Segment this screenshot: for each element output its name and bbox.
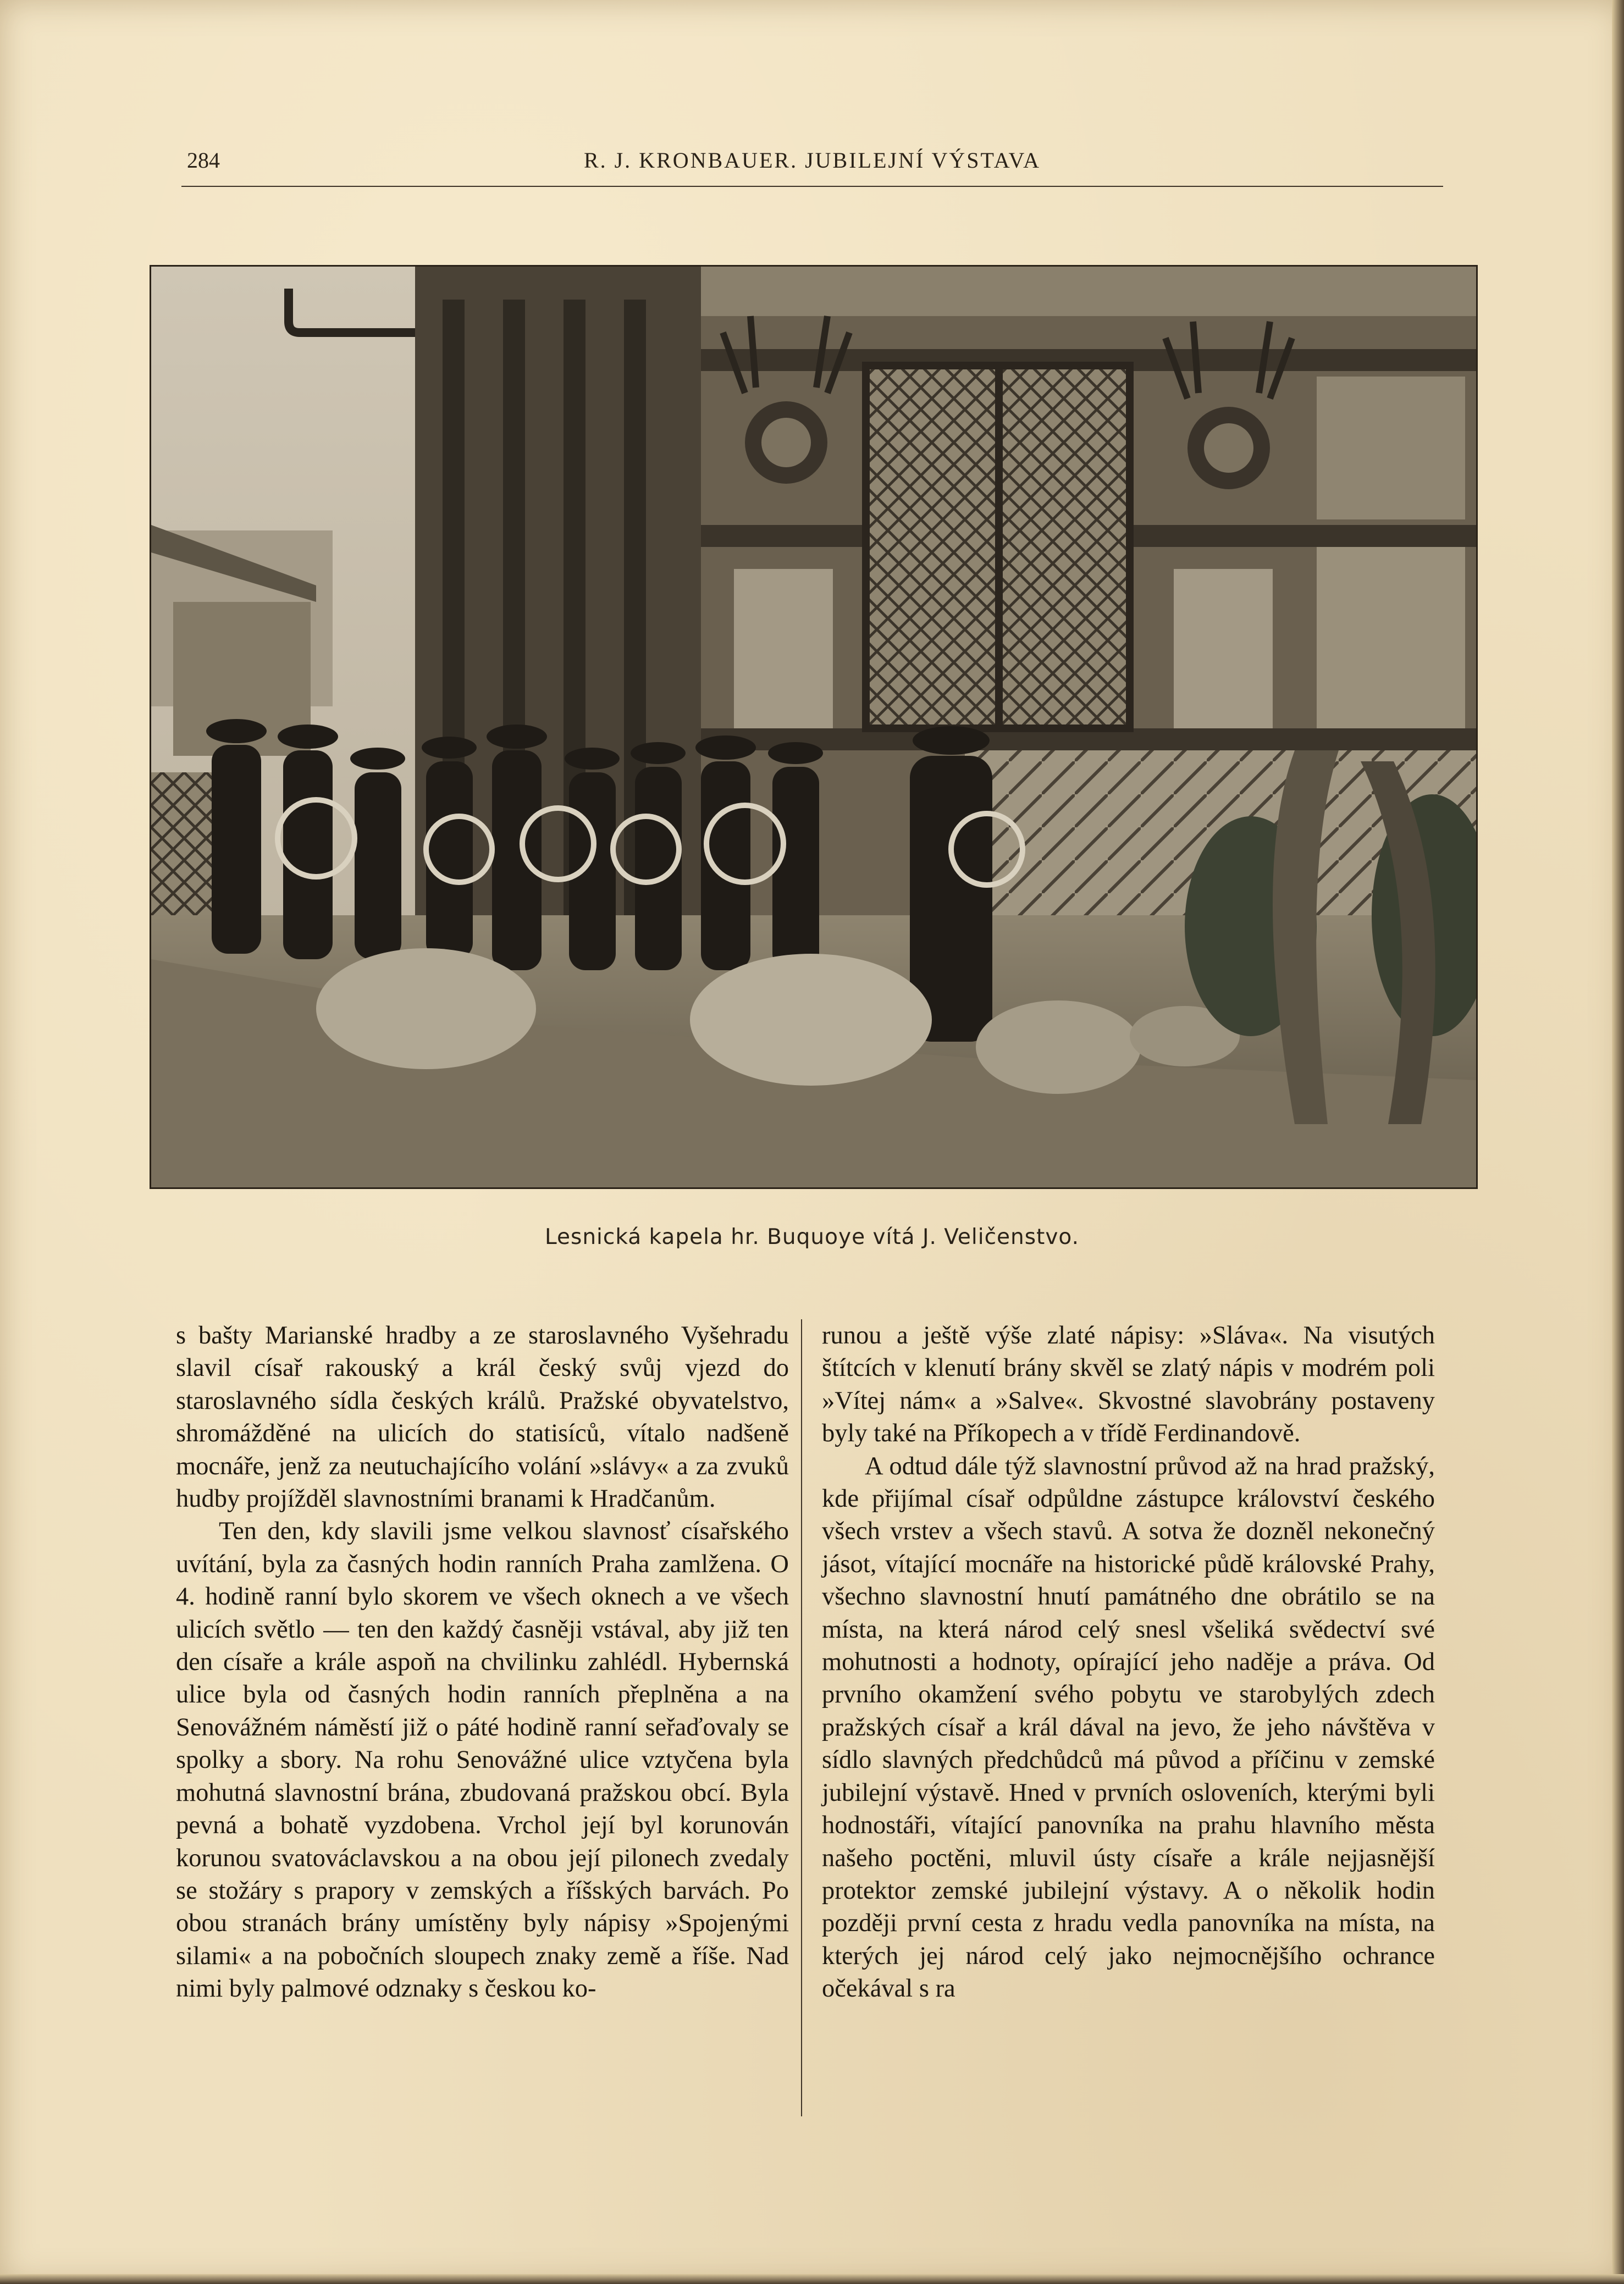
paragraph: s bašty Marianské hradby a ze staroslavného Vyšehradu slavil císař rakouský a král český svůj vjezd do staroslavného sídla českých králů. Pražské obyvatelstvo, shromážděné na ulicích do statisíců, vítalo nadšeně mocnáře, jenž za neutuchajícího volání »slávy« a za zvuků hudby projížděl slavnostními branami k Hradčanům. <box>176 1321 789 1513</box>
text-column-left <box>176 1319 789 2005</box>
header-rule <box>181 186 1443 187</box>
photograph <box>150 265 1478 1189</box>
page-number: 284 <box>187 148 220 173</box>
column-rule <box>801 1319 802 2116</box>
paragraph: Ten den, kdy slavili jsme velkou slavnosť císařského uvítání, byla za časných hodin ranních Praha zamlžena. O 4. hodině ranní bylo skorem ve všech oknech a ve všech ulicích světlo — ten den každý časněji vstával, aby již ten den císaře a krále aspoň na chvilinku zahlédl. Hybernská ulice byla od časných hodin ranních přeplněna a na Senovážném náměstí již o páté hodině ranní seřaďovaly se spolky a sbory. Na rohu Senovážné ulice vztyčena byla mohutná slavnostní brána, zbudovaná pražskou obcí. Byla pevná a bohatě vyzdobena. Vrchol její byl korunován korunou svatováclavskou a na obou její pilonech zvedaly se stožáry s prapory v zemských a říšských barvách. Po obou stranách brány umístěny byly nápisy »Spojenými silami« a na pobočních sloupech znaky země a říše. Nad nimi byly palmové odznaky s českou ko- <box>176 1517 789 2003</box>
running-head <box>181 144 1443 179</box>
text-column-right <box>822 1319 1435 2005</box>
page-edge <box>1612 0 1624 2284</box>
figure-caption: Lesnická kapela hr. Buquoye vítá J. Veličenstvo. <box>544 1225 1079 1249</box>
running-head-title: R. J. KRONBAUER. JUBILEJNÍ VÝSTAVA <box>583 148 1041 173</box>
paragraph: A odtud dále týž slavnostní průvod až na hrad pražský, kde přijímal císař odpůldne zástupce království českého všech vrstev a všech stavů. A sotva že dozněl nekonečný jásot, vítající mocnáře na historické půdě královské Prahy, všechno slavnostní hnutí památného dne obrátilo se na místa, na která národ celý snesl všeliká svědectví své mohutnosti a hodnoty, opírající jeho naděje a práva. Od prvního okamžení svého pobytu ve starobylých zdech pražských císař a král dával na jevo, že jeho návštěva v sídlo slavných předchůdců má původ a příčinu v zemské jubilejní výstavě. Hned v prvních osloveních, kterými byli hodnostáři, vítající panovníka na prahu hlavního města našeho poctěni, mluvil ústy císaře a krále nejjasnější protektor zemské jubilejní výstavy. A o několik hodin později první cesta z hradu vedla panovníka na místa, na kterých jej národ celý jako nejmocnějšího ochrance očekával s ra <box>822 1452 1435 2003</box>
paragraph: runou a ještě výše zlaté nápisy: »Sláva«. Na visutých štítcích v klenutí brány skvěl se zlatý nápis v modrém poli »Vítej nám« a »Salve«. Skvostné slavobrány postaveny byly také na Příkopech a v třídě Ferdinandově. <box>822 1321 1435 1448</box>
photograph-halftone <box>151 267 1476 1187</box>
page-edge-bottom <box>0 2274 1624 2284</box>
